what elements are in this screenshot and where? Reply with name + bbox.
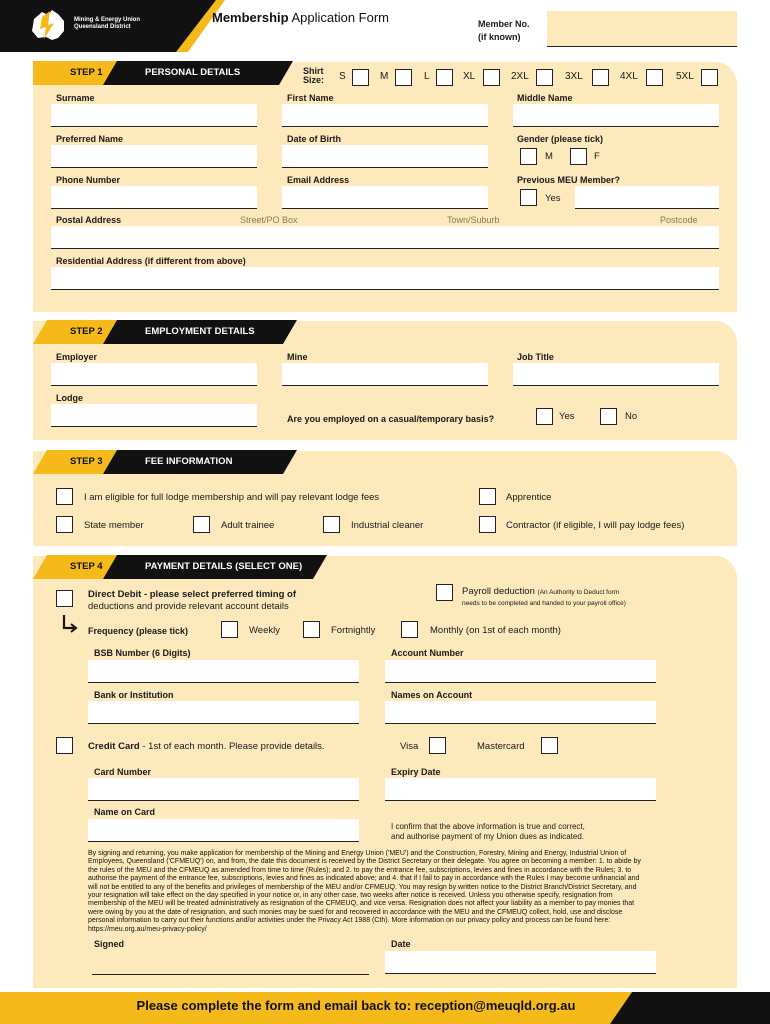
step-1-title: PERSONAL DETAILS	[145, 67, 241, 78]
monthly-checkbox[interactable]	[401, 621, 418, 638]
account-field[interactable]	[385, 660, 656, 683]
employer-field[interactable]	[51, 363, 257, 386]
contractor-label: Contractor (if eligible, I will pay lodge fees)	[506, 520, 685, 531]
date-field[interactable]	[385, 951, 656, 974]
bsb-field[interactable]	[88, 660, 359, 683]
email-label: Email Address	[287, 175, 350, 185]
member-no-label: Member No.	[478, 19, 530, 29]
size-s-checkbox[interactable]	[352, 69, 369, 86]
direct-debit-line-2: deductions and provide relevant account details	[88, 601, 289, 612]
card-number-field[interactable]	[88, 778, 359, 801]
logo-line-1: Mining & Energy Union	[74, 17, 140, 23]
footer-text: Please complete the form and email back to: reception@meuqld.org.au	[136, 998, 576, 1013]
adult-trainee-checkbox[interactable]	[193, 516, 210, 533]
postal-address-field[interactable]	[51, 226, 719, 249]
name-on-card-field[interactable]	[88, 819, 359, 842]
signature-line[interactable]	[92, 955, 369, 975]
gender-m-checkbox[interactable]	[520, 148, 537, 165]
size-m-checkbox[interactable]	[395, 69, 412, 86]
state-member-checkbox[interactable]	[56, 516, 73, 533]
industrial-cleaner-checkbox[interactable]	[323, 516, 340, 533]
mine-field[interactable]	[282, 363, 488, 386]
dob-field[interactable]	[282, 145, 488, 168]
meu-logo	[28, 7, 68, 45]
casual-no-label: No	[625, 411, 638, 422]
gender-m-label: M	[545, 151, 553, 162]
town-hint: Town/Suburb	[447, 215, 500, 225]
step-1-label: STEP 1	[70, 67, 103, 78]
payroll-note-2: needs to be completed and handed to your payroll office)	[462, 600, 626, 607]
visa-label: Visa	[400, 741, 419, 752]
lodge-field[interactable]	[51, 404, 257, 427]
previous-member-yes-checkbox[interactable]	[520, 189, 537, 206]
size-5xl-checkbox[interactable]	[701, 69, 718, 86]
size-xl-label: XL	[463, 71, 476, 82]
apprentice-label: Apprentice	[506, 492, 552, 503]
middle-name-label: Middle Name	[517, 93, 573, 103]
previous-member-label: Previous MEU Member?	[517, 175, 621, 185]
lodge-label: Lodge	[56, 393, 83, 403]
names-on-account-label: Names on Account	[391, 690, 473, 700]
bank-field[interactable]	[88, 701, 359, 724]
first-name-label: First Name	[287, 93, 334, 103]
member-no-sub: (if known)	[478, 32, 521, 42]
direct-debit-bold: Direct Debit - please select preferred timing of	[88, 589, 297, 600]
weekly-checkbox[interactable]	[221, 621, 238, 638]
size-4xl-label: 4XL	[620, 71, 638, 82]
preferred-name-field[interactable]	[51, 145, 257, 168]
step-2-title: EMPLOYMENT DETAILS	[145, 326, 255, 337]
gender-f-checkbox[interactable]	[570, 148, 587, 165]
casual-yes-checkbox[interactable]	[536, 408, 553, 425]
logo-line-2: Queensland District	[74, 24, 131, 30]
step-4-title: PAYMENT DETAILS (SELECT ONE)	[145, 561, 303, 572]
credit-card-rest: - 1st of each month. Please provide details.	[139, 741, 325, 752]
confirm-line-1: I confirm that the above information is true and correct,	[391, 822, 585, 831]
direct-debit-checkbox[interactable]	[56, 590, 73, 607]
fortnightly-checkbox[interactable]	[303, 621, 320, 638]
title-bold: Membership	[212, 10, 289, 25]
step-4-label: STEP 4	[70, 561, 103, 572]
size-2xl-label: 2XL	[511, 71, 529, 82]
state-member-label: State member	[84, 520, 144, 531]
employer-label: Employer	[56, 352, 98, 362]
full-lodge-checkbox[interactable]	[56, 488, 73, 505]
step-3-label: STEP 3	[70, 456, 103, 467]
mastercard-label: Mastercard	[477, 741, 525, 752]
adult-trainee-label: Adult trainee	[221, 520, 275, 531]
mine-label: Mine	[287, 352, 308, 362]
size-2xl-checkbox[interactable]	[536, 69, 553, 86]
legal-text: By signing and returning, you make application for membership of the Mining and Energy Union ('MEU') and the Construction, Forestry, Mining and Energy, Industrial Union of Employees, Queensland ('CFMEUQ') on, and from, the date this document is received by the District Secretary or their delegate. You agree on becoming a member: 1. to abide by the rules of the MEU and the CFMEUQ as amended from time to time (Rules); and 2. to pay the entrance fee, subscriptions, levies and fines in accordance with the Rules; 3. to authorise the payment of the entrance fee, subscriptions, levies and fines as indicated above; and 4. that if I fail to pay in accordance with the Rules I may become unfinancial and will not be entitled to any of the benefits and privileges of membership of the MEU and/or CFMEUQ. You may resign by written notice to the District Branch/District Secretary, and your resignation will take effect on the day specified in your notice or, in any other case, two weeks after notice is received. Unless you otherwise specify, resignation from membership of the MEU will be treated administratively as resignation of the CFMEUQ, and vice versa. Resignation does not affect your liability as a member to pay monies that were owing by you at the date of resignation, and such monies may be sued for and recovered in accordance with the MEU and the CFMEUQ collect, hold, use and disclose personal information to carry out their functions and/or activities under the Privacy Act 1988 (Cth). More information on our privacy policy and process can be found here: https://meu.org.au/meu-privacy-policy/	[88, 850, 641, 933]
shirt-label-1: Shirt	[303, 66, 324, 76]
bsb-label: BSB Number (6 Digits)	[94, 648, 191, 658]
size-3xl-checkbox[interactable]	[592, 69, 609, 86]
size-3xl-label: 3XL	[565, 71, 583, 82]
residential-address-field[interactable]	[51, 267, 719, 290]
name-on-card-label: Name on Card	[94, 807, 156, 817]
names-on-account-field[interactable]	[385, 701, 656, 724]
residential-label: Residential Address (if different from above)	[56, 256, 246, 266]
expiry-field[interactable]	[385, 778, 656, 801]
credit-card-checkbox[interactable]	[56, 737, 73, 754]
direct-debit-line-1	[88, 589, 296, 601]
email-field[interactable]	[282, 186, 488, 209]
gender-f-label: F	[594, 151, 600, 162]
preferred-name-label: Preferred Name	[56, 134, 124, 144]
industrial-cleaner-label: Industrial cleaner	[351, 520, 424, 531]
surname-field[interactable]	[51, 104, 257, 127]
monthly-label: Monthly (on 1st of each month)	[430, 625, 561, 636]
casual-yes-label: Yes	[559, 411, 575, 422]
credit-card-label	[88, 741, 325, 752]
previous-member-yes-label: Yes	[545, 193, 561, 204]
first-name-field[interactable]	[282, 104, 488, 127]
apprentice-checkbox[interactable]	[479, 488, 496, 505]
signed-label: Signed	[94, 939, 125, 949]
date-label: Date	[391, 939, 411, 949]
size-l-checkbox[interactable]	[436, 69, 453, 86]
size-xl-checkbox[interactable]	[483, 69, 500, 86]
size-5xl-label: 5XL	[676, 71, 694, 82]
full-lodge-label: I am eligible for full lodge membership and will pay relevant lodge fees	[84, 492, 380, 503]
dob-label: Date of Birth	[287, 134, 341, 144]
job-title-label: Job Title	[517, 352, 554, 362]
payroll-label: Payroll deduction	[462, 586, 535, 597]
street-hint: Street/PO Box	[240, 215, 298, 225]
visa-checkbox[interactable]	[429, 737, 446, 754]
confirm-line-2: and authorise payment of my Union dues as indicated.	[391, 832, 585, 841]
bank-label: Bank or Institution	[94, 690, 174, 700]
size-m-label: M	[380, 71, 389, 82]
postal-label: Postal Address	[56, 215, 122, 225]
arrow-down-right-icon	[61, 614, 79, 634]
middle-name-field[interactable]	[513, 104, 719, 127]
weekly-label: Weekly	[249, 625, 280, 636]
phone-field[interactable]	[51, 186, 257, 209]
step-3-title: FEE INFORMATION	[145, 456, 233, 467]
australia-map-icon	[28, 7, 68, 45]
title-rest: Application Form	[288, 10, 390, 25]
card-number-label: Card Number	[94, 767, 152, 777]
frequency-label: Frequency (please tick)	[88, 626, 189, 636]
mastercard-checkbox[interactable]	[541, 737, 558, 754]
credit-card-bold: Credit Card	[88, 741, 140, 752]
casual-no-checkbox[interactable]	[600, 408, 617, 425]
contractor-checkbox[interactable]	[479, 516, 496, 533]
gender-label: Gender (please tick)	[517, 134, 604, 144]
job-title-field[interactable]	[513, 363, 719, 386]
account-label: Account Number	[391, 648, 464, 658]
shirt-label-2: Size:	[303, 75, 325, 85]
member-no-field[interactable]	[547, 11, 737, 47]
size-l-label: L	[424, 71, 430, 82]
size-4xl-checkbox[interactable]	[646, 69, 663, 86]
phone-label: Phone Number	[56, 175, 121, 185]
step-2-label: STEP 2	[70, 326, 103, 337]
size-s-label: S	[339, 71, 346, 82]
payroll-checkbox[interactable]	[436, 584, 453, 601]
postcode-hint: Postcode	[660, 215, 698, 225]
previous-member-no-field[interactable]	[575, 186, 719, 209]
expiry-label: Expiry Date	[391, 767, 441, 777]
fortnightly-label: Fortnightly	[331, 625, 376, 636]
casual-question: Are you employed on a casual/temporary basis?	[287, 414, 495, 424]
surname-label: Surname	[56, 93, 95, 103]
page-title	[212, 10, 389, 25]
payroll-note-1: (An Authority to Deduct form	[537, 589, 620, 596]
